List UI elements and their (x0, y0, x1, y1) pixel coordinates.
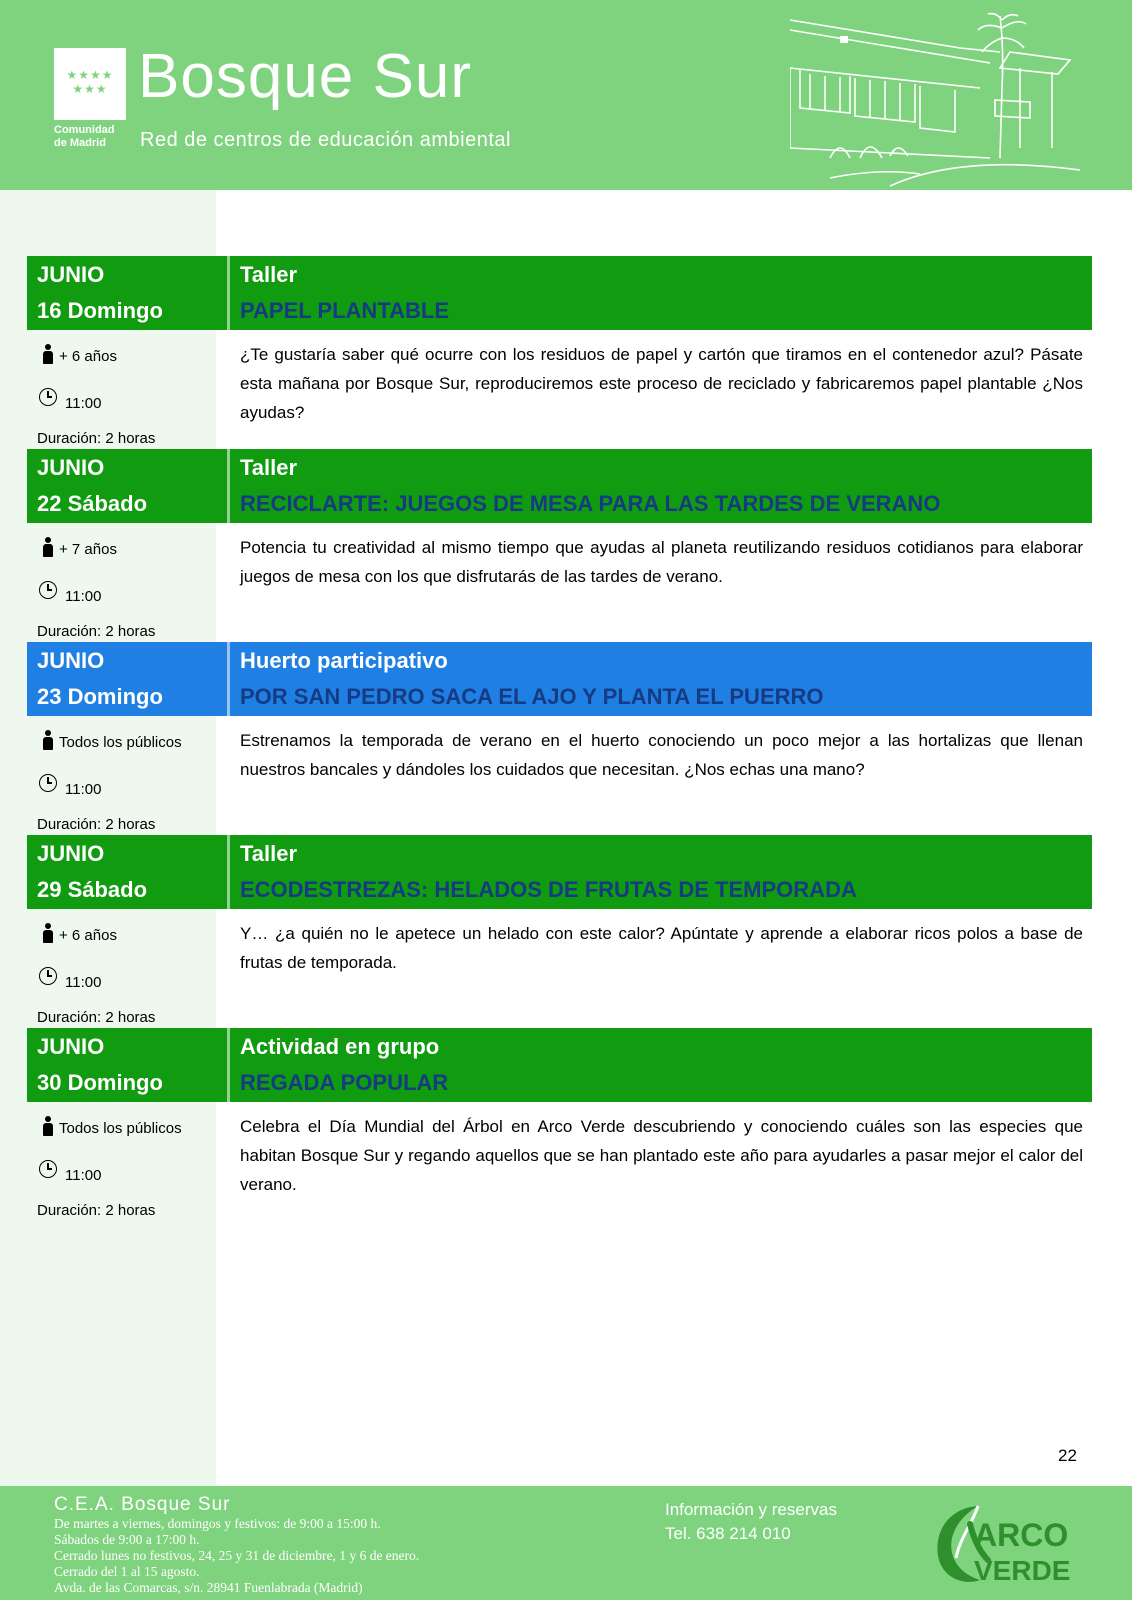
event-meta (37, 330, 227, 449)
logo-caption (54, 124, 115, 150)
arco-text: ARCO (974, 1517, 1069, 1553)
event-day: 30 Domingo (37, 1070, 163, 1095)
event-audience (37, 1116, 182, 1140)
event-title: ECODESTREZAS: HELADOS DE FRUTAS DE TEMPORADA (240, 877, 857, 902)
person-icon (43, 730, 53, 750)
event-time (37, 388, 101, 415)
event-category: Taller (240, 455, 298, 480)
time-text: 11:00 (65, 974, 102, 991)
info-label: Información y reservas (665, 1500, 837, 1519)
footer-address: Avda. de las Comarcas, s/n. 28941 Fuenlabrada (Madrid) (54, 1580, 363, 1595)
event-header (27, 642, 1092, 716)
audience-text: Todos los públicos (59, 734, 182, 751)
event-title: RECICLARTE: JUEGOS DE MESA PARA LAS TARDES DE VERANO (240, 491, 941, 516)
event-duration: Duración: 2 horas (37, 816, 156, 833)
event-item (27, 835, 1092, 1028)
event-month: JUNIO (37, 1034, 105, 1059)
event-title: PAPEL PLANTABLE (240, 298, 450, 323)
event-category: Taller (240, 841, 298, 866)
event-month: JUNIO (37, 648, 105, 673)
event-duration: Duración: 2 horas (37, 1202, 156, 1219)
event-day: 29 Sábado (37, 877, 148, 902)
footer-center-name: C.E.A. Bosque Sur (54, 1494, 231, 1515)
event-meta (37, 1102, 227, 1221)
clock-icon (39, 967, 57, 985)
event-header (27, 1028, 1092, 1102)
time-text: 11:00 (65, 395, 102, 412)
event-description: Potencia tu creatividad al mismo tiempo que ayudas al planeta reutilizando residuos cotidianos para elaborar juegos de mesa con los que disfrutarás de las tardes de verano. (240, 538, 1083, 586)
event-month: JUNIO (37, 262, 105, 287)
event-duration: Duración: 2 horas (37, 623, 156, 640)
event-duration: Duración: 2 horas (37, 430, 156, 447)
event-item (27, 1028, 1092, 1221)
event-audience (37, 923, 117, 947)
event-item (27, 449, 1092, 642)
event-duration: Duración: 2 horas (37, 1009, 156, 1026)
person-icon (43, 1116, 53, 1136)
event-day: 22 Sábado (37, 491, 148, 516)
event-time (37, 581, 101, 608)
event-month: JUNIO (37, 455, 105, 480)
page-header (0, 0, 1132, 190)
site-title: Bosque Sur (138, 42, 472, 111)
phone-number[interactable]: Tel. 638 214 010 (665, 1524, 791, 1543)
footer-details (54, 1516, 419, 1596)
event-item (27, 256, 1092, 449)
footer-contact (665, 1498, 837, 1546)
clock-icon (39, 388, 57, 406)
event-audience (37, 730, 182, 754)
verde-text: VERDE (974, 1555, 1071, 1586)
event-meta (37, 523, 227, 642)
event-header (27, 835, 1092, 909)
clock-icon (39, 581, 57, 599)
logo-caption-line2: de Madrid (54, 137, 106, 149)
page-footer (0, 1486, 1132, 1600)
comunidad-madrid-logo (54, 48, 126, 120)
clock-icon (39, 1160, 57, 1178)
time-text: 11:00 (65, 588, 102, 605)
time-text: 11:00 (65, 781, 102, 798)
event-description: Y… ¿a quién no le apetece un helado con este calor? Apúntate y aprende a elaborar ricos polos a base de frutas de temporada. (240, 924, 1083, 972)
event-month: JUNIO (37, 841, 105, 866)
site-subtitle: Red de centros de educación ambiental (140, 129, 511, 151)
time-text: 11:00 (65, 1167, 102, 1184)
event-category: Taller (240, 262, 298, 287)
events-list (27, 256, 1092, 1221)
person-icon (43, 923, 53, 943)
audience-text: + 6 años (59, 927, 117, 944)
event-description: ¿Te gustaría saber qué ocurre con los residuos de papel y cartón que tiramos en el contenedor azul? Pásate esta mañana por Bosque Sur, reproduciremos este proceso de reciclado y fabricaremos papel plantable ¿Nos ayudas? (240, 345, 1083, 422)
event-title: POR SAN PEDRO SACA EL AJO Y PLANTA EL PUERRO (240, 684, 824, 709)
event-category: Actividad en grupo (240, 1034, 440, 1059)
event-description: Estrenamos la temporada de verano en el huerto conociendo un poco mejor a las hortalizas que llenan nuestros bancales y dándoles los cuidados que necesitan. ¿Nos echas una mano? (240, 731, 1083, 779)
page-number: 22 (1058, 1446, 1077, 1465)
footer-hours-1: De martes a viernes, domingos y festivos: de 9:00 a 15:00 h. (54, 1516, 381, 1531)
event-meta (37, 909, 227, 1028)
event-header (27, 256, 1092, 330)
header-divider (227, 835, 230, 909)
audience-text: + 7 años (59, 541, 117, 558)
event-description: Celebra el Día Mundial del Árbol en Arco Verde descubriendo y conociendo cuáles son las especies que habitan Bosque Sur y regando aquellos que se han plantado este año para ayudarles a pasar mejor el calor del verano. (240, 1117, 1083, 1194)
header-divider (227, 642, 230, 716)
footer-closed-1: Cerrado lunes no festivos, 24, 25 y 31 de diciembre, 1 y 6 de enero. (54, 1548, 420, 1563)
footer-closed-2: Cerrado del 1 al 15 agosto. (54, 1564, 200, 1579)
audience-text: Todos los públicos (59, 1120, 182, 1137)
event-day: 23 Domingo (37, 684, 163, 709)
event-header (27, 449, 1092, 523)
clock-icon (39, 774, 57, 792)
person-icon (43, 537, 53, 557)
header-divider (227, 1028, 230, 1102)
event-time (37, 1160, 101, 1187)
arco-verde-logo (930, 1494, 1090, 1592)
building-illustration (790, 8, 1080, 188)
header-divider (227, 256, 230, 330)
logo-stars-icon: ★★★★ ★★★ (66, 68, 114, 96)
event-meta (37, 716, 227, 835)
audience-text: + 6 años (59, 348, 117, 365)
logo-caption-line1: Comunidad (54, 124, 115, 136)
event-time (37, 774, 101, 801)
event-day: 16 Domingo (37, 298, 163, 323)
event-audience (37, 344, 117, 368)
header-divider (227, 449, 230, 523)
event-category: Huerto participativo (240, 648, 448, 673)
footer-hours-2: Sábados de 9:00 a 17:00 h. (54, 1532, 200, 1547)
event-time (37, 967, 101, 994)
person-icon (43, 344, 53, 364)
event-audience (37, 537, 117, 561)
event-item (27, 642, 1092, 835)
event-title: REGADA POPULAR (240, 1070, 449, 1095)
